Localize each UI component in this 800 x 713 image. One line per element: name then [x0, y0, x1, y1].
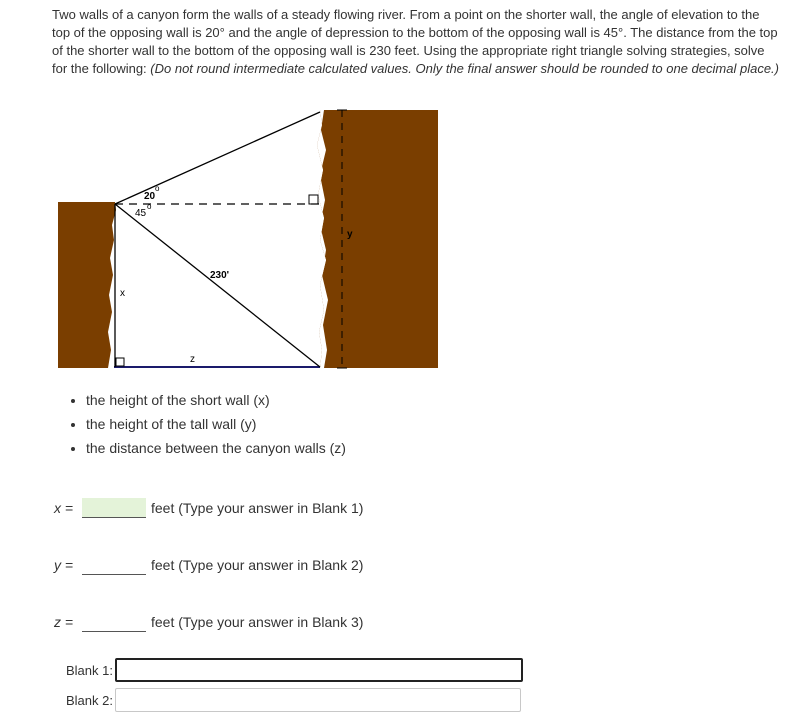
angle-45-degree: o — [147, 202, 152, 211]
blank-1-inline[interactable] — [82, 498, 146, 518]
blank-2-label: Blank 2: — [66, 693, 113, 708]
canyon-diagram — [58, 100, 440, 370]
z-label: z — [190, 354, 195, 365]
list-item: • the height of the short wall (x) — [86, 388, 346, 412]
blank-1-input[interactable] — [115, 658, 523, 682]
question-text — [52, 6, 780, 78]
list-item: • the distance between the canyon walls (z) — [86, 436, 346, 460]
blank-3-inline[interactable] — [82, 612, 146, 632]
hypotenuse-label: 230' — [210, 270, 230, 281]
question-rounding-note: (Do not round intermediate calculated values. Only the final answer should be rounded to one decimal place.) — [150, 61, 779, 76]
answer-unit-z: feet (Type your answer in Blank 3) — [151, 614, 364, 630]
answer-var-x: x = — [54, 500, 74, 516]
list-item: • the height of the tall wall (y) — [86, 412, 346, 436]
tall-wall — [317, 110, 438, 368]
answer-var-y: y = — [54, 557, 74, 573]
blank-2-input[interactable] — [115, 688, 521, 712]
question-body: Two walls of a canyon form the walls of a steady flowing river. From a point on the shorter wall, the angle of elevation to the top of the opposing wall is 20° and the angle of depression to the bottom of the opposing wall is 45°. The distance from the top of the shorter wall to the bottom of the opposing wall is 230 feet. Using the appropriate right triangle solving strategies, solve for the following: — [52, 7, 778, 76]
answer-unit-x: feet (Type your answer in Blank 1) — [151, 500, 364, 516]
answer-var-z: z = — [54, 614, 74, 630]
short-wall — [58, 202, 116, 368]
answer-unit-y: feet (Type your answer in Blank 2) — [151, 557, 364, 573]
angle-45-label: 45 — [135, 208, 147, 219]
y-label: y — [347, 229, 353, 240]
hypotenuse-230 — [115, 204, 320, 367]
right-angle-marker-bottom — [116, 358, 124, 366]
blank-2-inline[interactable] — [82, 555, 146, 575]
right-angle-marker-wall — [309, 195, 318, 204]
angle-20-degree: o — [155, 184, 160, 193]
x-label: x — [120, 288, 125, 299]
items-list — [66, 388, 346, 460]
angle-20-label: 20 — [144, 191, 156, 202]
blank-1-label: Blank 1: — [66, 663, 113, 678]
